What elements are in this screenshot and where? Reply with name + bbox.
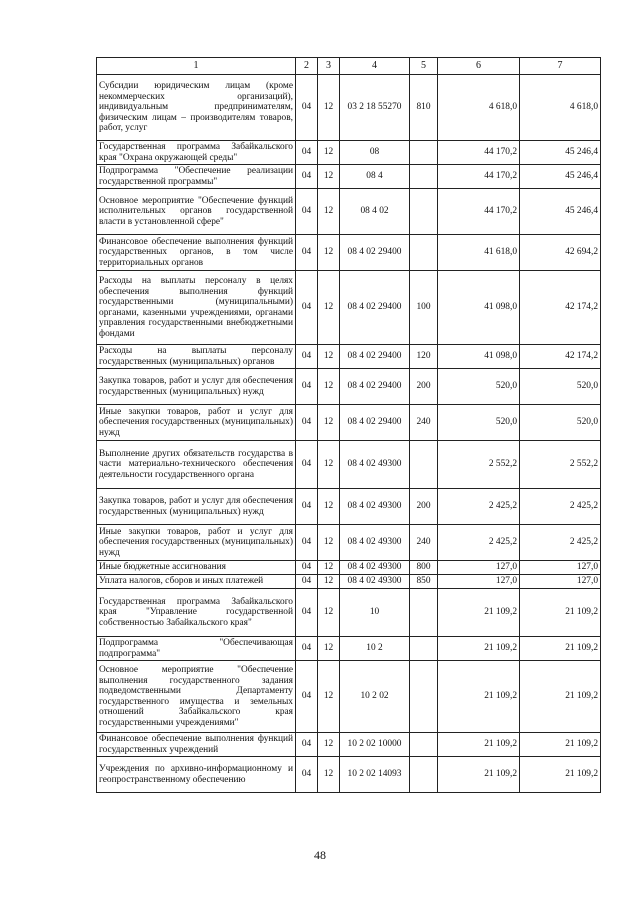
amount-year2-cell: 2 425,2 bbox=[520, 489, 601, 525]
section-code-cell: 04 bbox=[296, 405, 318, 441]
table-row bbox=[97, 575, 601, 589]
section-code-cell: 04 bbox=[296, 561, 318, 575]
target-article-cell: 08 bbox=[340, 141, 410, 165]
row-name-cell: Финансовое обеспечение выполнения функций государственных органов, в том числе территориальных органов bbox=[97, 235, 296, 271]
table-row bbox=[97, 369, 601, 405]
amount-year2-cell: 42 694,2 bbox=[520, 235, 601, 271]
column-header-5: 5 bbox=[410, 58, 438, 75]
target-article-cell: 08 4 02 29400 bbox=[340, 235, 410, 271]
target-article-cell: 08 4 02 49300 bbox=[340, 561, 410, 575]
expense-type-cell bbox=[410, 733, 438, 757]
table-row bbox=[97, 661, 601, 733]
amount-year2-cell: 21 109,2 bbox=[520, 589, 601, 637]
target-article-cell: 08 4 02 29400 bbox=[340, 369, 410, 405]
amount-year2-cell: 4 618,0 bbox=[520, 75, 601, 141]
amount-year1-cell: 2 425,2 bbox=[438, 525, 520, 561]
section-code-cell: 04 bbox=[296, 575, 318, 589]
amount-year2-cell: 21 109,2 bbox=[520, 661, 601, 733]
amount-year2-cell: 127,0 bbox=[520, 561, 601, 575]
target-article-cell: 03 2 18 55270 bbox=[340, 75, 410, 141]
column-header-6: 6 bbox=[438, 58, 520, 75]
row-name-cell: Выполнение других обязательств государства в части материально-технического обеспечения деятельности государственного органа bbox=[97, 441, 296, 489]
row-name-cell: Подпрограмма "Обеспечение реализации государственной программы" bbox=[97, 165, 296, 189]
row-name-cell: Государственная программа Забайкальского края "Охрана окружающей среды" bbox=[97, 141, 296, 165]
amount-year1-cell: 44 170,2 bbox=[438, 189, 520, 235]
expense-type-cell: 240 bbox=[410, 525, 438, 561]
amount-year2-cell: 45 246,4 bbox=[520, 141, 601, 165]
table-row bbox=[97, 525, 601, 561]
amount-year2-cell: 42 174,2 bbox=[520, 271, 601, 345]
section-code-cell: 04 bbox=[296, 165, 318, 189]
amount-year2-cell: 2 552,2 bbox=[520, 441, 601, 489]
row-name-cell: Закупка товаров, работ и услуг для обеспечения государственных (муниципальных) нужд bbox=[97, 369, 296, 405]
target-article-cell: 10 2 02 bbox=[340, 661, 410, 733]
subsection-code-cell: 12 bbox=[318, 271, 340, 345]
table-row bbox=[97, 489, 601, 525]
amount-year1-cell: 520,0 bbox=[438, 369, 520, 405]
table-row bbox=[97, 75, 601, 141]
subsection-code-cell: 12 bbox=[318, 441, 340, 489]
expense-type-cell: 120 bbox=[410, 345, 438, 369]
expense-type-cell bbox=[410, 637, 438, 661]
expense-type-cell: 100 bbox=[410, 271, 438, 345]
row-name-cell: Иные бюджетные ассигнования bbox=[97, 561, 296, 575]
column-header-7: 7 bbox=[520, 58, 601, 75]
table-row bbox=[97, 757, 601, 793]
subsection-code-cell: 12 bbox=[318, 661, 340, 733]
table-row bbox=[97, 165, 601, 189]
table-row bbox=[97, 589, 601, 637]
expense-type-cell bbox=[410, 661, 438, 733]
target-article-cell: 08 4 02 49300 bbox=[340, 525, 410, 561]
header-row bbox=[97, 58, 601, 75]
amount-year1-cell: 127,0 bbox=[438, 575, 520, 589]
amount-year2-cell: 45 246,4 bbox=[520, 189, 601, 235]
target-article-cell: 08 4 02 49300 bbox=[340, 489, 410, 525]
amount-year2-cell: 42 174,2 bbox=[520, 345, 601, 369]
subsection-code-cell: 12 bbox=[318, 345, 340, 369]
subsection-code-cell: 12 bbox=[318, 189, 340, 235]
amount-year2-cell: 21 109,2 bbox=[520, 637, 601, 661]
section-code-cell: 04 bbox=[296, 235, 318, 271]
table-row bbox=[97, 141, 601, 165]
expense-type-cell: 200 bbox=[410, 369, 438, 405]
table-row bbox=[97, 271, 601, 345]
row-name-cell: Финансовое обеспечение выполнения функций государственных учреждений bbox=[97, 733, 296, 757]
amount-year1-cell: 21 109,2 bbox=[438, 589, 520, 637]
page-number: 48 bbox=[314, 848, 326, 862]
amount-year1-cell: 41 618,0 bbox=[438, 235, 520, 271]
section-code-cell: 04 bbox=[296, 589, 318, 637]
section-code-cell: 04 bbox=[296, 345, 318, 369]
target-article-cell: 08 4 02 49300 bbox=[340, 441, 410, 489]
target-article-cell: 08 4 02 29400 bbox=[340, 345, 410, 369]
section-code-cell: 04 bbox=[296, 369, 318, 405]
section-code-cell: 04 bbox=[296, 441, 318, 489]
target-article-cell: 10 2 02 10000 bbox=[340, 733, 410, 757]
amount-year1-cell: 21 109,2 bbox=[438, 757, 520, 793]
subsection-code-cell: 12 bbox=[318, 405, 340, 441]
subsection-code-cell: 12 bbox=[318, 489, 340, 525]
subsection-code-cell: 12 bbox=[318, 575, 340, 589]
amount-year2-cell: 127,0 bbox=[520, 575, 601, 589]
target-article-cell: 10 2 bbox=[340, 637, 410, 661]
subsection-code-cell: 12 bbox=[318, 637, 340, 661]
row-name-cell: Субсидии юридическим лицам (кроме некоммерческих организаций), индивидуальным предпринимателям, физическим лицам – производителям товаров, работ, услуг bbox=[97, 75, 296, 141]
expense-type-cell: 240 bbox=[410, 405, 438, 441]
amount-year1-cell: 2 425,2 bbox=[438, 489, 520, 525]
amount-year2-cell: 520,0 bbox=[520, 405, 601, 441]
target-article-cell: 08 4 02 29400 bbox=[340, 405, 410, 441]
expense-type-cell bbox=[410, 141, 438, 165]
column-header-1: 1 bbox=[97, 58, 296, 75]
target-article-cell: 08 4 bbox=[340, 165, 410, 189]
table-row bbox=[97, 189, 601, 235]
column-header-4: 4 bbox=[340, 58, 410, 75]
expense-type-cell bbox=[410, 757, 438, 793]
amount-year1-cell: 2 552,2 bbox=[438, 441, 520, 489]
amount-year1-cell: 41 098,0 bbox=[438, 345, 520, 369]
subsection-code-cell: 12 bbox=[318, 141, 340, 165]
row-name-cell: Закупка товаров, работ и услуг для обеспечения государственных (муниципальных) нужд bbox=[97, 489, 296, 525]
target-article-cell: 10 2 02 14093 bbox=[340, 757, 410, 793]
row-name-cell: Расходы на выплаты персоналу государственных (муниципальных) органов bbox=[97, 345, 296, 369]
amount-year2-cell: 21 109,2 bbox=[520, 757, 601, 793]
row-name-cell: Иные закупки товаров, работ и услуг для обеспечения государственных (муниципальных) нужд bbox=[97, 405, 296, 441]
amount-year1-cell: 41 098,0 bbox=[438, 271, 520, 345]
row-name-cell: Государственная программа Забайкальского края "Управление государственной собственностью Забайкальского края" bbox=[97, 589, 296, 637]
expense-type-cell bbox=[410, 165, 438, 189]
target-article-cell: 08 4 02 29400 bbox=[340, 271, 410, 345]
amount-year1-cell: 44 170,2 bbox=[438, 165, 520, 189]
target-article-cell: 08 4 02 bbox=[340, 189, 410, 235]
subsection-code-cell: 12 bbox=[318, 75, 340, 141]
section-code-cell: 04 bbox=[296, 141, 318, 165]
amount-year1-cell: 21 109,2 bbox=[438, 637, 520, 661]
table-row bbox=[97, 345, 601, 369]
target-article-cell: 10 bbox=[340, 589, 410, 637]
row-name-cell: Учреждения по архивно-информационному и геопространственному обеспечению bbox=[97, 757, 296, 793]
amount-year1-cell: 520,0 bbox=[438, 405, 520, 441]
expense-type-cell bbox=[410, 441, 438, 489]
amount-year2-cell: 2 425,2 bbox=[520, 525, 601, 561]
amount-year2-cell: 520,0 bbox=[520, 369, 601, 405]
subsection-code-cell: 12 bbox=[318, 165, 340, 189]
row-name-cell: Основное мероприятие "Обеспечение выполнения государственного задания подведомственными Департаменту государственного имущества и земельных отношений Забайкальского края государственными учреждениями" bbox=[97, 661, 296, 733]
section-code-cell: 04 bbox=[296, 489, 318, 525]
amount-year1-cell: 4 618,0 bbox=[438, 75, 520, 141]
row-name-cell: Подпрограмма "Обеспечивающая подпрограмма" bbox=[97, 637, 296, 661]
column-header-2: 2 bbox=[296, 58, 318, 75]
expense-type-cell: 850 bbox=[410, 575, 438, 589]
table-row bbox=[97, 441, 601, 489]
section-code-cell: 04 bbox=[296, 75, 318, 141]
table-row bbox=[97, 733, 601, 757]
amount-year1-cell: 44 170,2 bbox=[438, 141, 520, 165]
expense-type-cell bbox=[410, 589, 438, 637]
table-row bbox=[97, 405, 601, 441]
row-name-cell: Иные закупки товаров, работ и услуг для обеспечения государственных (муниципальных) нужд bbox=[97, 525, 296, 561]
amount-year2-cell: 45 246,4 bbox=[520, 165, 601, 189]
section-code-cell: 04 bbox=[296, 637, 318, 661]
section-code-cell: 04 bbox=[296, 271, 318, 345]
subsection-code-cell: 12 bbox=[318, 589, 340, 637]
row-name-cell: Уплата налогов, сборов и иных платежей bbox=[97, 575, 296, 589]
subsection-code-cell: 12 bbox=[318, 733, 340, 757]
amount-year1-cell: 127,0 bbox=[438, 561, 520, 575]
table-body bbox=[97, 75, 601, 793]
section-code-cell: 04 bbox=[296, 525, 318, 561]
row-name-cell: Основное мероприятие "Обеспечение функций исполнительных органов государственной власти в установленной сфере" bbox=[97, 189, 296, 235]
budget-table bbox=[96, 57, 601, 793]
section-code-cell: 04 bbox=[296, 757, 318, 793]
amount-year1-cell: 21 109,2 bbox=[438, 733, 520, 757]
section-code-cell: 04 bbox=[296, 661, 318, 733]
section-code-cell: 04 bbox=[296, 189, 318, 235]
column-header-3: 3 bbox=[318, 58, 340, 75]
amount-year1-cell: 21 109,2 bbox=[438, 661, 520, 733]
expense-type-cell bbox=[410, 235, 438, 271]
table-row bbox=[97, 561, 601, 575]
subsection-code-cell: 12 bbox=[318, 757, 340, 793]
table-row bbox=[97, 637, 601, 661]
expense-type-cell bbox=[410, 189, 438, 235]
section-code-cell: 04 bbox=[296, 733, 318, 757]
subsection-code-cell: 12 bbox=[318, 369, 340, 405]
amount-year2-cell: 21 109,2 bbox=[520, 733, 601, 757]
target-article-cell: 08 4 02 49300 bbox=[340, 575, 410, 589]
expense-type-cell: 200 bbox=[410, 489, 438, 525]
expense-type-cell: 800 bbox=[410, 561, 438, 575]
table-row bbox=[97, 235, 601, 271]
expense-type-cell: 810 bbox=[410, 75, 438, 141]
subsection-code-cell: 12 bbox=[318, 561, 340, 575]
subsection-code-cell: 12 bbox=[318, 525, 340, 561]
subsection-code-cell: 12 bbox=[318, 235, 340, 271]
row-name-cell: Расходы на выплаты персоналу в целях обеспечения выполнения функций государственными (муниципальными) органами, казенными учреждениями, органами управления государственными внебюджетными фондами bbox=[97, 271, 296, 345]
